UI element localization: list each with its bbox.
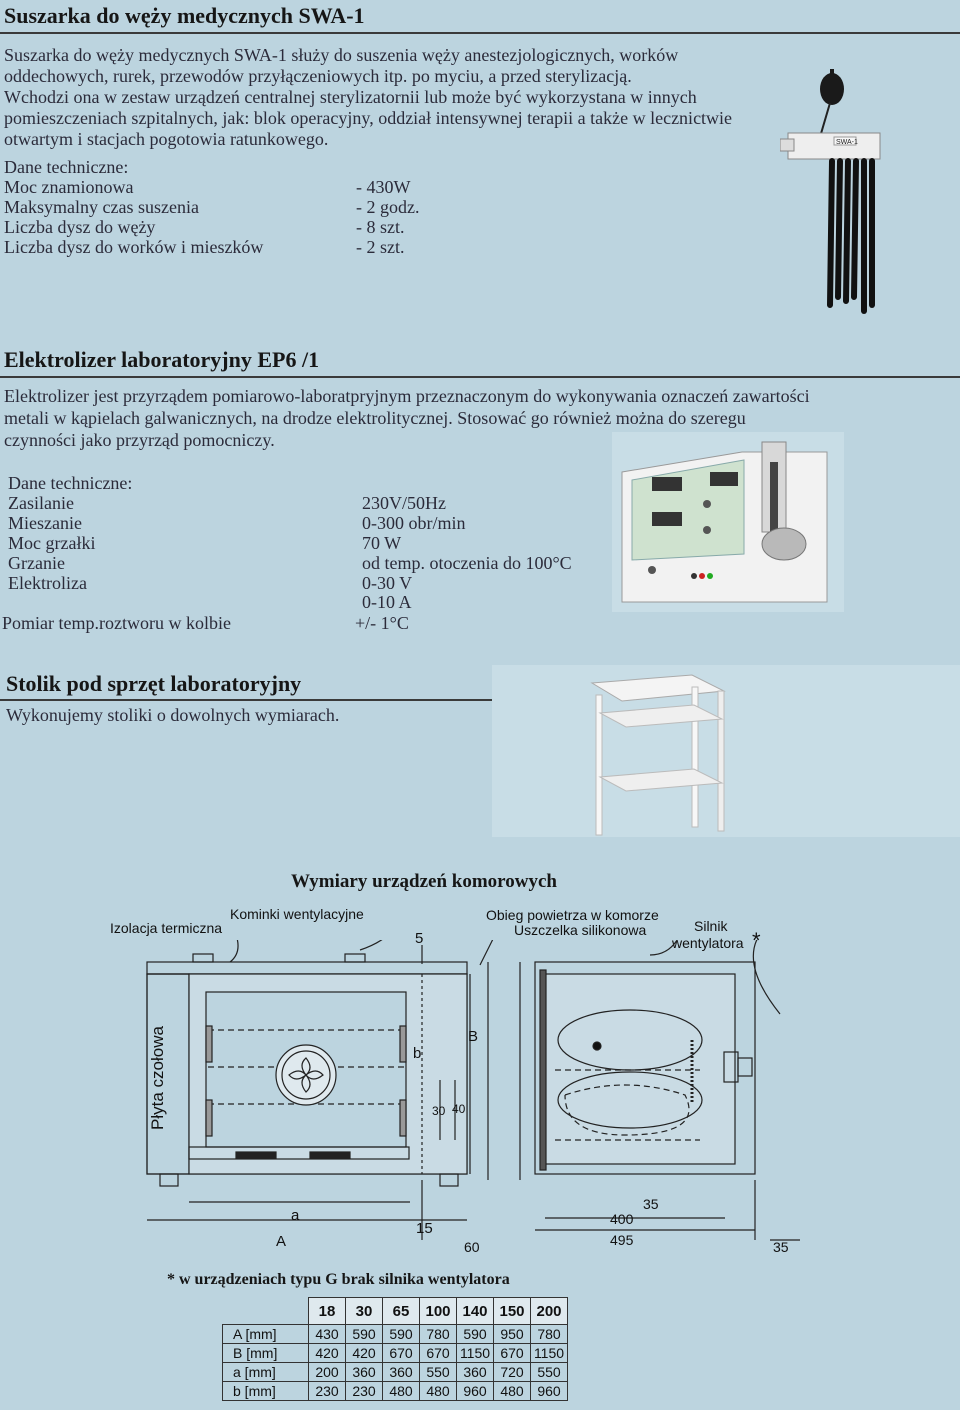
table-row-label: b [mm] [223, 1382, 309, 1401]
table-cell: 200 [309, 1363, 346, 1382]
stolik-title: Stolik pod sprzęt laboratoryjny [6, 671, 302, 696]
swa-device-image [780, 65, 890, 320]
swa-line: otwartym i stacjach pogotowia ratunkowego. [4, 129, 329, 149]
table-cell: 420 [309, 1344, 346, 1363]
table-row [223, 1344, 568, 1363]
swa-device-tag: SWA-1 [836, 139, 858, 146]
table-row [223, 1382, 568, 1401]
swa-line: oddechowych, rurek, przewodów przyłączeniowych itp. po myciu, a przed sterylizacją. [4, 66, 632, 86]
table-row [223, 1363, 568, 1382]
table-cell: 480 [494, 1382, 531, 1401]
ep6-temp-label: Pomiar temp.roztworu w kolbie [2, 613, 231, 633]
ep6-spec-value: 230V/50Hz [362, 493, 446, 513]
table-row-label: a [mm] [223, 1363, 309, 1382]
swa-spec-heading: Dane techniczne: [4, 157, 129, 177]
label-seal: Uszczelka silikonowa [514, 922, 647, 938]
table-cell: 480 [383, 1382, 420, 1401]
ep6-spec-label: Grzanie [8, 553, 65, 573]
label-front-panel: Płyta czołowa [148, 1026, 167, 1130]
table-row-label: A [mm] [223, 1325, 309, 1344]
table-header-cell: 65 [383, 1298, 420, 1325]
table-cell: 230 [346, 1382, 383, 1401]
ep6-spec-label: Mieszanie [8, 513, 82, 533]
table-cell: 670 [420, 1344, 457, 1363]
table-header-cell: 100 [420, 1298, 457, 1325]
table-cell: 780 [531, 1325, 568, 1344]
table-cell: 590 [457, 1325, 494, 1344]
dim-30: 30 [432, 1104, 446, 1118]
swa-spec-value: - 2 szt. [356, 237, 405, 257]
swa-line: Wchodzi ona w zestaw urządzeń centralnej sterylizatornii lub może być wykorzystana w innych [4, 87, 697, 107]
table-cell: 360 [346, 1363, 383, 1382]
table-header-cell: 18 [309, 1298, 346, 1325]
stolik-text: Wykonujemy stoliki o dowolnych wymiarach. [6, 705, 340, 725]
ep6-temp-value: +/- 1°C [355, 613, 409, 633]
dim-35-right: 35 [773, 1239, 789, 1255]
label-vents: Kominki wentylacyjne [230, 906, 364, 922]
stolik-title-rule [0, 699, 492, 701]
table-cell: 950 [494, 1325, 531, 1344]
table-cell: 590 [383, 1325, 420, 1344]
ep6-line: metali w kąpielach galwanicznych, na drodze elektrolitycznej. Stosować go również można do szeregu [4, 408, 746, 428]
ep6-spec-value: 70 W [362, 533, 402, 553]
swa-spec-value: - 8 szt. [356, 217, 405, 237]
dim-A: A [276, 1233, 287, 1250]
swa-title: Suszarka do węży medycznych SWA-1 [4, 3, 365, 28]
table-cell: 230 [309, 1382, 346, 1401]
ep6-spec-heading: Dane techniczne: [8, 473, 133, 493]
dim-40: 40 [452, 1102, 466, 1116]
table-cell: 960 [531, 1382, 568, 1401]
swa-description [4, 45, 904, 150]
table-cell: 590 [346, 1325, 383, 1344]
dim-60: 60 [464, 1239, 480, 1255]
dimensions-table [222, 1297, 568, 1401]
ep6-spec-value: 0-10 A [362, 592, 412, 612]
ep6-spec-value: od temp. otoczenia do 100°C [362, 553, 572, 573]
label-airflow: Obieg powietrza w komorze [486, 907, 659, 923]
table-cell: 670 [383, 1344, 420, 1363]
dim-B: B [468, 1028, 479, 1045]
table-cell: 480 [420, 1382, 457, 1401]
swa-spec-value: - 430W [356, 177, 411, 197]
table-cell: 360 [383, 1363, 420, 1382]
table-cell: 1150 [457, 1344, 494, 1363]
ep6-spec-label: Moc grzałki [8, 533, 96, 553]
drawing-title: Wymiary urządzeń komorowych [291, 871, 557, 892]
table-cell: 1150 [531, 1344, 568, 1363]
chamber-drawing [100, 940, 840, 1260]
label-motor-2: wentylatora [672, 935, 744, 951]
dim-5: 5 [415, 930, 424, 947]
stolik-image [492, 665, 960, 837]
table-cell: 720 [494, 1363, 531, 1382]
ep6-title-rule [0, 376, 960, 378]
drawing-footnote: * w urządzeniach typu G brak silnika wentylatora [167, 1271, 510, 1288]
swa-spec-label: Moc znamionowa [4, 177, 134, 197]
dim-a: a [291, 1207, 300, 1224]
swa-spec-label: Liczba dysz do worków i mieszków [4, 237, 264, 257]
swa-spec-value: - 2 godz. [356, 197, 420, 217]
swa-line: pomieszczeniach szpitalnych, jak: blok operacyjny, oddział intensywnej terapii a także w lecznictwie [4, 108, 733, 128]
table-header-cell: 150 [494, 1298, 531, 1325]
label-asterisk: * [752, 928, 761, 953]
table-header-cell: 140 [457, 1298, 494, 1325]
ep6-line: czynności jako przyrząd pomocniczy. [4, 430, 275, 450]
ep6-spec-value: 0-300 obr/min [362, 513, 466, 533]
dim-495: 495 [610, 1232, 634, 1248]
dim-b: b [413, 1045, 422, 1062]
dim-35-top: 35 [643, 1196, 659, 1212]
label-motor-1: Silnik [694, 918, 728, 934]
dim-400: 400 [610, 1211, 634, 1227]
ep6-spec-label: Zasilanie [8, 493, 74, 513]
table-cell: 430 [309, 1325, 346, 1344]
table-cell: 420 [346, 1344, 383, 1363]
swa-title-rule [0, 32, 960, 34]
table-cell: 550 [420, 1363, 457, 1382]
swa-spec-label: Liczba dysz do węży [4, 217, 156, 237]
table-row [223, 1325, 568, 1344]
ep6-spec-value: 0-30 V [362, 573, 413, 593]
swa-spec-label: Maksymalny czas suszenia [4, 197, 199, 217]
dim-15: 15 [416, 1220, 433, 1237]
table-cell: 550 [531, 1363, 568, 1382]
table-header-row [223, 1298, 568, 1325]
ep6-title: Elektrolizer laboratoryjny EP6 /1 [4, 347, 320, 372]
ep6-line: Elektrolizer jest przyrządem pomiarowo-laboratpryjnym przeznaczonym do wykonywania oznaczeń zawartości [4, 386, 810, 406]
ep6-spec-label: Elektroliza [8, 573, 87, 593]
ep6-device-image [612, 432, 844, 612]
label-insulation: Izolacja termiczna [110, 920, 223, 936]
table-row-label: B [mm] [223, 1344, 309, 1363]
table-cell: 670 [494, 1344, 531, 1363]
table-cell: 780 [420, 1325, 457, 1344]
swa-line: Suszarka do węży medycznych SWA-1 służy do suszenia węży anestezjologicznych, worków [4, 45, 679, 65]
table-header-cell: 200 [531, 1298, 568, 1325]
table-header-cell: 30 [346, 1298, 383, 1325]
table-cell: 360 [457, 1363, 494, 1382]
table-cell: 960 [457, 1382, 494, 1401]
